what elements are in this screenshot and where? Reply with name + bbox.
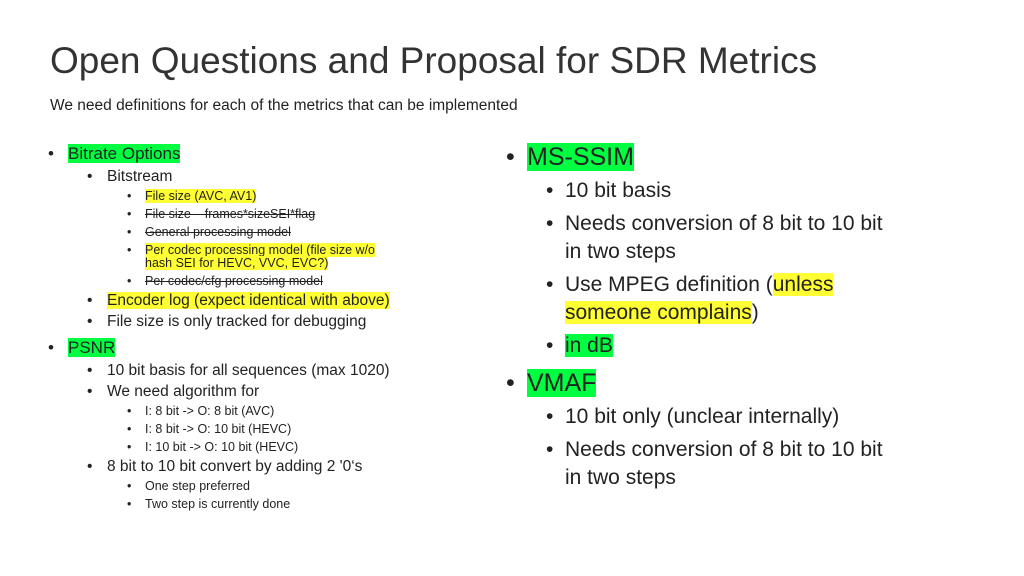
bullet-per-codec-cfg-processing-model: [45, 272, 495, 290]
per-codec-processing-model-label: Per codec processing model (file size w/o hash SEI for HEVC, VVC, EVC?): [145, 243, 375, 270]
bullet-bitrate-options: [45, 142, 495, 166]
bullet-ms-ssim-conversion: [503, 210, 885, 266]
bullet-dot-icon: •: [546, 405, 554, 428]
bullet-ms-ssim-basis: [503, 177, 885, 205]
bullet-ms-ssim: [503, 140, 943, 174]
bullet-dot-icon: •: [546, 334, 554, 357]
bullet-vmaf: [503, 366, 943, 400]
algo-10-10-label: I: 10 bit -> O: 10 bit (HEVC): [145, 440, 299, 454]
bullet-dot-icon: •: [127, 189, 132, 203]
bullet-dot-icon: •: [546, 273, 554, 296]
bullet-dot-icon: •: [48, 144, 54, 163]
bullet-per-codec-processing-model: [45, 244, 405, 270]
bullet-vmaf-conversion: [503, 436, 885, 492]
bullet-encoder-log: [45, 290, 495, 311]
bitrate-options-label: Bitrate Options: [68, 144, 181, 163]
bullet-dot-icon: •: [127, 274, 132, 288]
bullet-convert: [45, 456, 495, 477]
psnr-basis-label: 10 bit basis for all sequences (max 1020): [107, 362, 390, 379]
bullet-one-step: [45, 477, 495, 495]
bullet-dot-icon: •: [546, 438, 554, 461]
algorithm-label: We need algorithm for: [107, 383, 260, 400]
bullet-dot-icon: •: [127, 479, 132, 493]
bullet-in-db: [503, 332, 885, 360]
bullet-dot-icon: •: [127, 225, 132, 239]
bullet-file-size-frames: [45, 205, 495, 223]
bullet-psnr: [45, 336, 495, 360]
encoder-log-label: Encoder log (expect identical with above): [107, 292, 390, 309]
slide-subtitle: We need definitions for each of the metrics that can be implemented: [50, 97, 518, 114]
bullet-dot-icon: •: [87, 168, 93, 185]
one-step-label: One step preferred: [145, 479, 250, 493]
ms-ssim-conversion-label: Needs conversion of 8 bit to 10 bit in two steps: [565, 212, 883, 263]
vmaf-conversion-label: Needs conversion of 8 bit to 10 bit in two steps: [565, 438, 883, 489]
bullet-dot-icon: •: [127, 422, 132, 436]
bullet-dot-icon: •: [127, 440, 132, 454]
bullet-dot-icon: •: [546, 179, 554, 202]
bullet-psnr-basis: [45, 360, 495, 381]
bullet-dot-icon: •: [48, 338, 54, 357]
bullet-dot-icon: •: [87, 313, 93, 330]
bullet-dot-icon: •: [87, 292, 93, 309]
algo-8-8-label: I: 8 bit -> O: 8 bit (AVC): [145, 404, 275, 418]
mpeg-prefix-label: Use MPEG definition (: [565, 273, 773, 296]
bullet-file-size-debug: [45, 311, 495, 332]
left-column: [45, 142, 495, 513]
bullet-dot-icon: •: [87, 383, 93, 400]
in-db-label: in dB: [565, 334, 613, 357]
mpeg-suffix-label: ): [751, 301, 759, 324]
bullet-bitstream: [45, 166, 495, 187]
ms-ssim-label: MS-SSIM: [527, 143, 634, 171]
bullet-dot-icon: •: [87, 362, 93, 379]
algo-8-10-label: I: 8 bit -> O: 10 bit (HEVC): [145, 422, 292, 436]
psnr-label: PSNR: [68, 338, 116, 357]
bullet-algorithm: [45, 381, 495, 402]
slide-title: Open Questions and Proposal for SDR Metrics: [50, 40, 818, 81]
convert-label: 8 bit to 10 bit convert by adding 2 '0‘s: [107, 458, 363, 475]
file-size-frames-label: File size – frames*sizeSEI*flag: [145, 207, 316, 221]
bullet-dot-icon: •: [127, 207, 132, 221]
general-processing-model-label: General processing model: [145, 225, 291, 239]
bullet-file-size-avc-av1: [45, 187, 495, 205]
two-step-label: Two step is currently done: [145, 497, 291, 511]
bullet-vmaf-only: [503, 403, 885, 431]
bullet-algo-8-10: [45, 420, 495, 438]
right-column: [503, 140, 943, 492]
per-codec-cfg-processing-model-label: Per codec/cfg processing model: [145, 274, 323, 288]
vmaf-label: VMAF: [527, 369, 597, 397]
bullet-dot-icon: •: [546, 212, 554, 235]
bullet-algo-10-10: [45, 438, 495, 456]
bullet-dot-icon: •: [127, 404, 132, 418]
vmaf-only-label: 10 bit only (unclear internally): [565, 405, 840, 428]
bullet-mpeg-definition: [503, 271, 885, 327]
file-size-avc-av1-label: File size (AVC, AV1): [145, 189, 257, 203]
bullet-dot-icon: •: [127, 243, 132, 257]
bullet-dot-icon: •: [87, 458, 93, 475]
mpeg-highlight-label: unless someone complains: [565, 273, 834, 324]
bullet-dot-icon: •: [127, 497, 132, 511]
bullet-two-step: [45, 495, 495, 513]
file-size-debug-label: File size is only tracked for debugging: [107, 313, 367, 330]
bullet-algo-8-8: [45, 402, 495, 420]
bitstream-label: Bitstream: [107, 168, 173, 185]
bullet-dot-icon: •: [506, 369, 515, 397]
bullet-dot-icon: •: [506, 143, 515, 171]
bullet-general-processing-model: [45, 223, 495, 241]
ms-ssim-basis-label: 10 bit basis: [565, 179, 672, 202]
